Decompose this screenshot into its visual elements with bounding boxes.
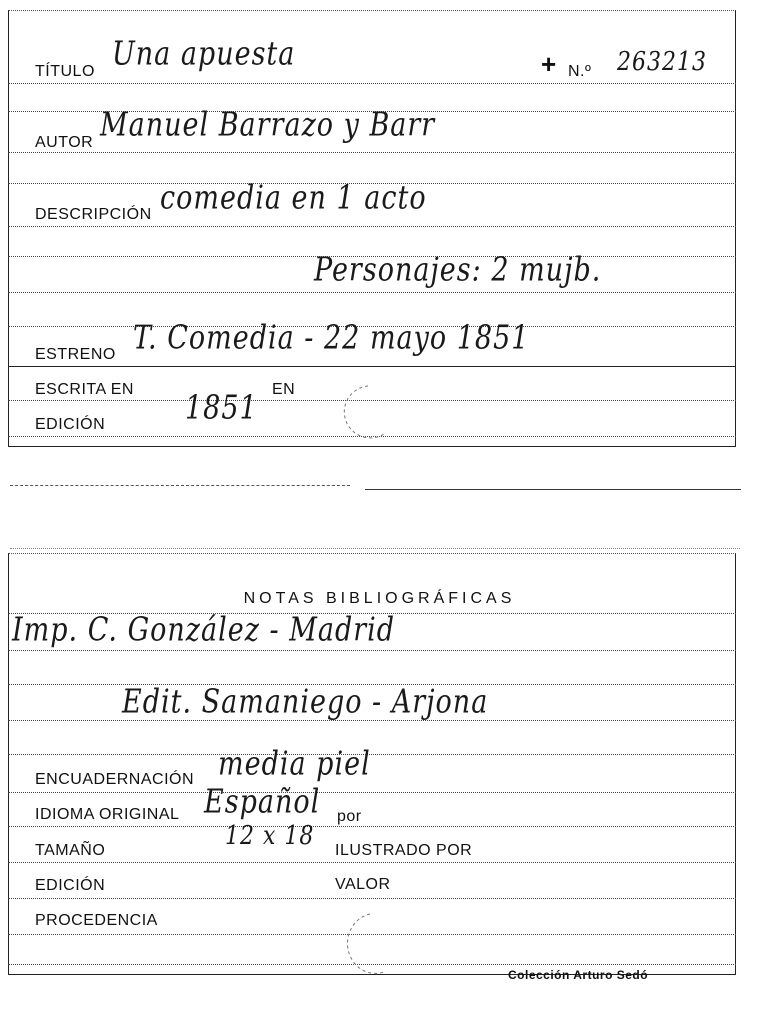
idioma-label: IDIOMA ORIGINAL (35, 806, 180, 823)
autor-label: AUTOR (35, 134, 94, 151)
valor-label: VALOR (335, 876, 391, 893)
punch-hole (338, 382, 398, 444)
note-line-1: Imp. C. González - Madrid (12, 611, 396, 649)
punch-hole (340, 910, 404, 978)
en-label: EN (272, 381, 296, 398)
ruled-line (8, 366, 736, 367)
tamano-label: TAMAÑO (35, 842, 106, 859)
note-line-2: Edit. Samaniego - Arjona (122, 683, 489, 721)
edicion2-label: EDICIÓN (35, 877, 106, 894)
encuadernacion-label: ENCUADERNACIÓN (35, 771, 195, 788)
coleccion-label: Colección Arturo Sedó (508, 968, 649, 982)
cut-line (365, 489, 741, 490)
edicion-value: 1851 (185, 389, 258, 427)
titulo-label: TÍTULO (35, 63, 95, 80)
ruled-line (8, 862, 736, 863)
notas-heading: NOTAS BIBLIOGRÁFICAS (243, 590, 516, 607)
estreno-label: ESTRENO (35, 346, 116, 363)
ruled-line (8, 792, 736, 793)
titulo-value: Una apuesta (112, 35, 296, 73)
ruled-line (8, 292, 736, 293)
ruled-line (8, 152, 736, 153)
numero-label: N.º (568, 63, 592, 80)
numero-value: 263213 (617, 47, 707, 77)
descripcion-extra: Personajes: 2 mujb. (314, 251, 602, 289)
tamano-value: 12 x 18 (225, 821, 315, 851)
estreno-value: T. Comedia - 22 mayo 1851 (133, 319, 530, 357)
ruled-line (8, 83, 736, 84)
ruled-line (8, 226, 736, 227)
cross-mark: + (541, 49, 557, 79)
ruled-line (8, 754, 736, 755)
ilustrado-label: ILUSTRADO POR (335, 842, 473, 859)
por-label: por (337, 808, 362, 825)
descripcion-label: DESCRIPCIÓN (35, 206, 152, 223)
ruled-line (8, 650, 736, 651)
idioma-value: Español (204, 783, 321, 821)
cut-line-dashed (10, 485, 350, 486)
encuadernacion-value: media piel (218, 745, 371, 783)
escrita-en-label: ESCRITA EN (35, 381, 134, 398)
cut-line-dotted (10, 548, 740, 549)
ruled-line (8, 898, 736, 899)
descripcion-value: comedia en 1 acto (160, 179, 427, 217)
edicion-label: EDICIÓN (35, 416, 106, 433)
autor-value: Manuel Barrazo y Barr (100, 106, 436, 144)
procedencia-label: PROCEDENCIA (35, 912, 158, 929)
ruled-line (8, 826, 736, 827)
